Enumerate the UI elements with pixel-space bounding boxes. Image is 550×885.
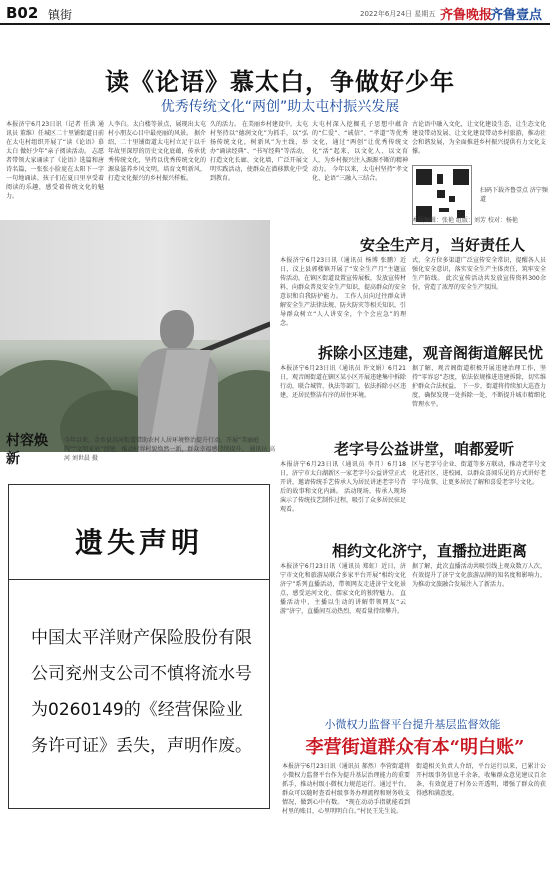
lizhai-subhead: 小微权力监督平台提升基层监督效能	[324, 718, 501, 731]
lead-column-4: 大屯村深入挖掘孔子思想中蕴含的“仁爱”、“诚信”、“孝道”等优秀文化，通过“两创”让优秀传统文化“活”起来，以文化人、以文育人，为乡村振兴注入源源不断的精神动力。 今年以来，太屯村坚持“孝文化、论语”三融入三结合。	[312, 121, 408, 182]
qr-caption: 扫码下载齐鲁壹点 济宁频道	[480, 187, 548, 203]
livestream-text: 本报济宁6月23日讯（通讯员 郑虹）近日，济宁市文化和旅游局联合多家平台开展“相约文化济宁”系列直播活动，带领网友走进济宁文化景点，感受运河文化、儒家文化的独特魅力。 直播活动中，主播以生动的讲解带领网友“云游”济宁，直播间互动热烈，观看量持续攀升。	[280, 563, 406, 615]
lecture-text-2: 区与老字号企业、街道等多方联动，推动老字号文化进社区、进校园，以群众喜闻乐见的方式讲好老字号故事，让更多居民了解和喜爱老字号文化。	[412, 461, 546, 486]
demolition-text-2: 据了解，观音阁街道积极开展违建治理工作，坚持“零容忍”态度，依法依规推进违建拆除，切实维护群众合法权益。 下一步，街道将持续加大巡查力度，确保发现一处拆除一处，不断提升城市精细化管理水平。	[412, 365, 546, 408]
demolition-text: 本报济宁6月23日讯（通讯员 许文娟）6月21日，观音阁街道在辖区某小区开展违建集中拆除行动，联合城管、执法等部门，依法拆除小区违建，还居民整洁有序的居住环境。	[280, 365, 406, 399]
lizhai-text-2: 街道相关负责人介绍，平台运行以来，已累计公开村级事务信息千余条，收集群众意见建议百余条，有效促进了村务公开透明，增强了群众的获得感和满意度。	[416, 763, 546, 797]
lead-column-3: 久的活力。 在美丽乡村建设中，太屯村坚持以“德润文化”为抓手，以“弘扬传统文化，树新风”为主线，举办“诵读经典”、“书写经典”等活动，打造文化长廊、文化墙，广泛开展文明实践活动，使群众在潜移默化中受到教育。	[210, 121, 308, 182]
lost-notice-title: 遗失声明	[74, 526, 203, 559]
lead-column-2: 人李白。太白楼等景点，展现出太屯村小朋友心目中最亮丽的风景。 据介绍，二十里铺街道太屯村立足于以千年故里深厚的历史文化底蕴，传承优秀传统文化，坚持以优秀传统文化的源泉滋养乡风文明，培育文明新风，打造文化振兴的乡村振兴样板。	[108, 121, 206, 182]
lecture-text: 本报济宁6月23日讯（通讯员 李月）6月18日，济宁市太白湖新区一家老字号公益讲堂正式开讲，邀请传统手艺传承人为居民讲述老字号背后的故事和文化内涵。 活动现场，传承人现场演示了传统技艺制作过程，吸引了众多居民驻足观看。	[280, 461, 406, 513]
masthead-logo-red: 齐鲁晚报	[440, 8, 493, 23]
header-rule	[0, 23, 550, 25]
page-header	[0, 0, 550, 24]
demolition-headline: 拆除小区违建，观音阁街道解民忧	[318, 344, 544, 362]
masthead-logo-blue: 齐鲁壹点	[490, 8, 543, 23]
issue-date: 2022年6月24日 星期五	[360, 10, 436, 18]
livestream-text-2: 据了解，此次直播活动共吸引线上观众数万人次，有效提升了济宁文化旅游品牌的知名度和影响力，为推动文旅融合发展注入了新活力。	[412, 563, 546, 588]
lead-column-5: 古论语中融入文化，让文化建设生态，让生态文化建设带动发展、让文化建设带动乡村旅游，推动社会和谐发展，为全面推进乡村振兴提供有力文化支撑。	[412, 121, 546, 155]
village-caption: 今年以来，金乡县高河街道借助农村人居环境整治提升行动，开展“美丽庭院”“文明家庭”创建，推动村容村貌焕然一新，群众幸福感持续提升。 通讯员 高河 刘世晨 摄	[64, 437, 276, 462]
lost-notice-body: 中国太平洋财产保险股份有限公司兖州支公司不慎将流水号为0260149的《经营保险业务许可证》丢失，声明作废。	[31, 628, 252, 756]
section-name: 镇街	[48, 8, 73, 22]
safety-headline: 安全生产月，当好责任人	[360, 236, 526, 254]
safety-text-2: 式，全方位多渠道广泛宣传安全常识，提醒各人员强化安全意识，落实安全生产主体责任，筑牢安全生产防线。 此次宣传活动共发放宣传资料300余份，营造了浓厚的安全生产氛围。	[412, 257, 546, 291]
lead-column-1: 本报济宁6月23日讯（记者 任洪 通讯员 董维）任城区二十里铺街道日前在太屯村组织开展了“读《论语》慕太白 做好少年”亲子阅读活动。 志愿者带领大家诵读了《论语》选篇和唐诗名篇，一张张小脸庞在太阳下一字一句地诵读。孩子们在夏日里享受着阅读的乐趣，感受着传统文化的魅力。	[6, 121, 104, 200]
village-side-title: 村容焕新	[6, 433, 48, 467]
safety-text: 本报济宁6月23日讯（通讯员 杨博 张鹏）近日，汶上县郭楼镇开展了“安全生产月”主题宣传活动，在镇区街道设置宣传展板，发放宣传材料，向群众普及安全生产知识，提高群众的安全意识和自我防护能力。 工作人员向过往群众讲解安全生产法律法规、防火防灾等相关知识，引导群众树立“人人讲安全，个个会应急”的理念。	[280, 257, 406, 327]
lead-subhead: 优秀传统文化“两创”助太屯村振兴发展	[160, 99, 400, 115]
lost-notice-box	[8, 484, 270, 809]
lizhai-headline: 李营街道群众有本“明白账”	[305, 737, 525, 758]
page-number: B02	[6, 4, 39, 22]
lost-notice-divider	[9, 579, 269, 580]
lead-headline: 读《论语》慕太白，争做好少年	[105, 67, 455, 96]
page-byline: 本版编辑：张艳 组版：刘芳 校对：杨艳	[412, 217, 518, 224]
livestream-headline: 相约文化济宁，直播拉进距离	[332, 542, 528, 560]
lizhai-text: 本报济宁6月23日讯（通讯员 郝然）李营街道将小微权力监督平台作为提升基层治理能力的重要抓手，推动村级小微权力规范运行。通过平台，群众可以随时查看村级事务办理流程和财务收支情况，做到心中有数。 “现在动动手指就能看到村里的账目，心里明明白白。”村民王先生说。	[282, 763, 410, 815]
lecture-headline: 老字号公益讲堂，咱都爱听	[334, 440, 515, 458]
lead-photo	[0, 220, 270, 452]
